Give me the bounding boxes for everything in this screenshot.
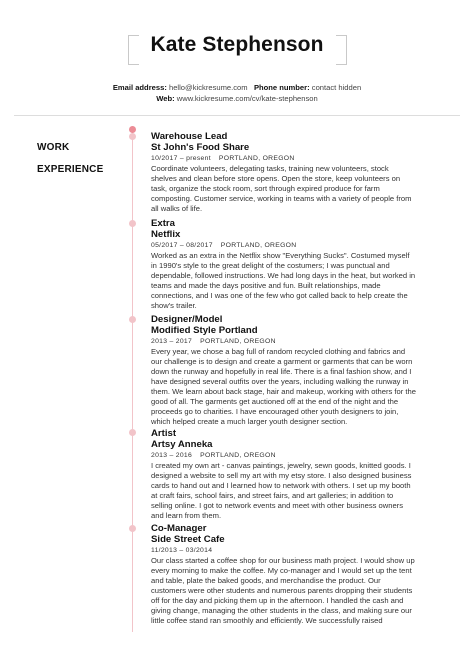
entry-organization: Modified Style Portland [151,324,258,336]
entry-dates: 2013 – 2017 [151,338,193,345]
experience-entry [151,524,416,626]
timeline-dot [129,316,136,323]
entry-organization: Netflix [151,228,181,240]
entry-meta [151,154,416,164]
entry-description: Every year, we chose a bag full of random recycled clothing and fabrics and our challenge is to design and create a garment or garments that can be worn down the runway and hopefully in real life. There is a final fashion show, and I have designed several outfits over the years, including walking the runway in them. We learn about back stage, hair and makeup, working with others for the good of all. The garments get auctioned off at the end of the night and the proceeds go to charities. I have encouraged other youth designers to join, which helped create a much larger youth designer section. [151,347,416,426]
timeline-dot [129,429,136,436]
experience-entry [151,315,416,427]
timeline-line [132,127,133,632]
entry-meta [151,241,416,251]
entry-organization: Artsy Anneka [151,438,213,450]
entry-description: Worked as an extra in the Netflix show "Everything Sucks". Costumed myself in 1990's style to the great delight of the costumers; I was punctual and dependable, followed instructions. We had long days in the heat, but worked in teams and made the days positive and fun. Built relationships, made connections, and I was one of the few who got called back to help create the show's trailer. [151,251,416,310]
contact-line-1 [0,83,474,92]
entry-location: PORTLAND, OREGON [220,242,297,249]
section-title-line-1: WORK [37,142,70,153]
timeline-dot [129,220,136,227]
entry-location: PORTLAND, OREGON [200,452,276,459]
entry-dates: 10/2017 – present [151,155,211,162]
entry-role: Designer/Model [151,314,223,325]
entry-meta [151,337,416,347]
timeline-dot [129,126,136,133]
email-label: Email address: [112,83,167,92]
entry-description: I created my own art - canvas paintings, jewelry, sewn goods, knitted goods. I designed a website to sell my art with my etsy store. I also designed business cards to hand out and I learned how to network with others. I set up my booth at craft fairs, school fairs, and street fairs, and art galleries; in addition to selling online. I got to network events and meet with other business owners and learn from them. [151,461,412,520]
entry-role: Warehouse Lead [151,131,228,142]
experience-entry [151,429,416,521]
web-label: Web: [156,94,175,103]
experience-entry [151,132,416,214]
entry-location: PORTLAND, OREGON [218,155,295,162]
candidate-name: Kate Stephenson [150,33,324,56]
entry-dates: 05/2017 – 08/2017 [151,242,213,249]
phone-label: Phone number: [253,83,310,92]
section-title-work-experience [37,137,103,181]
entry-organization: St John's Food Share [151,141,250,153]
entry-meta [151,451,416,461]
header-divider [14,115,460,116]
entry-dates: 11/2013 – 03/2014 [151,547,213,554]
entry-location: PORTLAND, OREGON [200,338,276,345]
entry-description: Our class started a coffee shop for our business math project. I would show up every morning to make the coffee. My co-manager and I would set up the tent and table, plate the baked goods, and merchandise the product. Our customers were other students and numerous parents dropping their students off for the day and picking them up in the afternoon. I handled the cash and giving change, managing the other students in the class, and making sure our little coffee stand ran smoothly and efficiently. We successfully raised [151,556,415,625]
phone-value: contact hidden [311,83,362,92]
web-value[interactable]: www.kickresume.com/cv/kate-stephenson [176,94,318,103]
entry-dates: 2013 – 2016 [151,452,193,459]
contact-line-2 [0,94,474,103]
email-value[interactable]: hello@kickresume.com [168,83,248,92]
experience-entry [151,219,416,311]
entry-organization: Side Street Cafe [151,533,225,545]
entry-role: Co-Manager [151,523,207,534]
timeline-dot [129,525,136,532]
timeline-dot [129,133,136,140]
entry-description: Coordinate volunteers, delegating tasks, training new volunteers, stock shelves and clean before store opens. Open the store, keep volunteers on task, organize the stock room, sort through expired produce for farm composting. Customer service, working in teams with a variety of people from all walks of life. [151,164,412,213]
entry-role: Artist [151,428,177,439]
entry-meta [151,546,416,556]
entry-role: Extra [151,218,175,229]
section-title-line-2: EXPERIENCE [37,164,104,175]
